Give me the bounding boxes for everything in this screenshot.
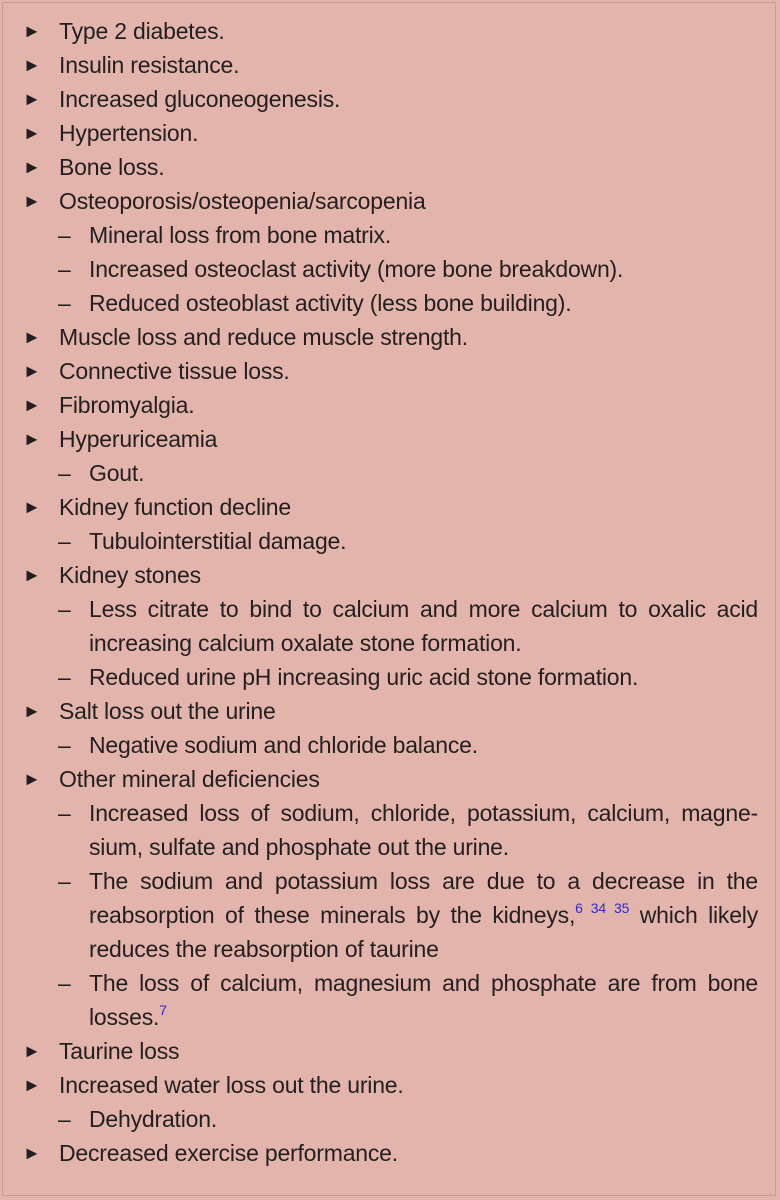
bullet-list	[0, 14, 780, 1170]
sub-list-item	[58, 864, 758, 966]
dash-icon: –	[58, 528, 71, 554]
list-item-text: Other mineral deficiencies	[59, 766, 320, 792]
dash-icon: –	[58, 868, 71, 894]
bullet-arrow-icon: ►	[23, 123, 41, 143]
bullet-arrow-icon: ►	[23, 1143, 41, 1163]
bullet-arrow-icon: ►	[23, 327, 41, 347]
list-item-text: Hypertension.	[59, 120, 199, 146]
bullet-arrow-icon: ►	[23, 55, 41, 75]
sub-list-item	[58, 728, 758, 762]
list-item-text: Muscle loss and reduce muscle strength.	[59, 324, 468, 350]
sub-item-text: Dehydration.	[89, 1106, 218, 1132]
list-item	[0, 762, 780, 1034]
list-item	[0, 490, 780, 558]
dash-icon: –	[58, 970, 71, 996]
sub-list-item	[58, 1102, 758, 1136]
sub-list-item	[58, 660, 758, 694]
sub-item-text: Tubulointerstitial damage.	[89, 528, 347, 554]
list-item-text: Bone loss.	[59, 154, 165, 180]
list-item-text: Kidney function decline	[59, 494, 291, 520]
list-item	[0, 1034, 780, 1068]
sub-item-text-continued: which likely reduces the reabsorption of taurine	[89, 902, 759, 962]
sub-list	[59, 796, 758, 1034]
bullet-arrow-icon: ►	[23, 1075, 41, 1095]
list-item	[0, 422, 780, 490]
bullet-arrow-icon: ►	[23, 769, 41, 789]
list-item-text: Decreased exercise performance.	[59, 1140, 398, 1166]
dash-icon: –	[58, 800, 71, 826]
bullet-arrow-icon: ►	[23, 429, 41, 449]
list-item-text: Hyperuriceamia	[59, 426, 218, 452]
bullet-arrow-icon: ►	[23, 1041, 41, 1061]
bullet-arrow-icon: ►	[23, 157, 41, 177]
dash-icon: –	[58, 290, 71, 316]
list-item	[0, 48, 780, 82]
sub-list	[59, 592, 758, 694]
bullet-arrow-icon: ►	[23, 21, 41, 41]
sub-item-text: The sodium and potassium loss are due to a decrease in the reabsorption of these minerals by the kidneys,	[89, 868, 758, 928]
sub-list	[59, 456, 758, 490]
list-item-text: Type 2 diabetes.	[59, 18, 225, 44]
dash-icon: –	[58, 596, 71, 622]
bullet-arrow-icon: ►	[23, 701, 41, 721]
list-item	[0, 1068, 780, 1136]
sub-list-item	[58, 286, 758, 320]
list-item	[0, 558, 780, 694]
dash-icon: –	[58, 222, 71, 248]
sub-item-text: Reduced osteoblast activity (less bone building).	[89, 290, 572, 316]
list-item	[0, 184, 780, 320]
sub-item-text: Increased osteoclast activity (more bone breakdown).	[89, 256, 624, 282]
list-item-text: Salt loss out the urine	[59, 698, 276, 724]
sub-list-item	[58, 456, 758, 490]
sub-item-text: Mineral loss from bone matrix.	[89, 222, 392, 248]
sub-list-item	[58, 218, 758, 252]
list-item	[0, 116, 780, 150]
list-item-text: Connective tissue loss.	[59, 358, 290, 384]
sub-item-text: Less citrate to bind to calcium and more calcium to oxalic acid increasing calcium oxalate stone formation.	[89, 596, 758, 656]
bullet-arrow-icon: ►	[23, 191, 41, 211]
list-item	[0, 1136, 780, 1170]
dash-icon: –	[58, 664, 71, 690]
sub-list-item	[58, 796, 758, 864]
sub-list	[59, 218, 758, 320]
list-item	[0, 14, 780, 48]
sub-list	[59, 1102, 758, 1136]
sub-list-item	[58, 252, 758, 286]
sub-item-text: Reduced urine pH increasing uric acid stone formation.	[89, 664, 639, 690]
bullet-arrow-icon: ►	[23, 89, 41, 109]
list-item-text: Kidney stones	[59, 562, 201, 588]
list-item	[0, 82, 780, 116]
list-item-text: Osteoporosis/osteopenia/sarcopenia	[59, 188, 426, 214]
sub-list-item	[58, 966, 758, 1034]
reference-superscript[interactable]: 7	[159, 1002, 167, 1018]
dash-icon: –	[58, 460, 71, 486]
list-item	[0, 388, 780, 422]
list-item	[0, 150, 780, 184]
list-item-text: Fibromyalgia.	[59, 392, 195, 418]
bullet-arrow-icon: ►	[23, 565, 41, 585]
sub-list	[59, 524, 758, 558]
sub-list	[59, 728, 758, 762]
sub-item-text: Increased loss of sodium, chloride, potassium, calcium, magne-sium, sulfate and phosphate out the urine.	[89, 800, 758, 860]
list-item-text: Taurine loss	[59, 1038, 180, 1064]
sub-item-text: Negative sodium and chloride balance.	[89, 732, 478, 758]
sub-item-text: Gout.	[89, 460, 145, 486]
list-item	[0, 320, 780, 354]
list-item-text: Increased gluconeogenesis.	[59, 86, 341, 112]
sub-list-item	[58, 592, 758, 660]
sub-list-item	[58, 524, 758, 558]
reference-superscript[interactable]: 6 34 35	[575, 900, 630, 916]
dash-icon: –	[58, 256, 71, 282]
sub-item-text: The loss of calcium, magnesium and phosphate are from bone losses.	[89, 970, 758, 1030]
bullet-arrow-icon: ►	[23, 361, 41, 381]
list-item	[0, 694, 780, 762]
list-item-text: Increased water loss out the urine.	[59, 1072, 404, 1098]
bullet-arrow-icon: ►	[23, 497, 41, 517]
dash-icon: –	[58, 732, 71, 758]
list-item-text: Insulin resistance.	[59, 52, 240, 78]
list-item	[0, 354, 780, 388]
dash-icon: –	[58, 1106, 71, 1132]
bullet-arrow-icon: ►	[23, 395, 41, 415]
